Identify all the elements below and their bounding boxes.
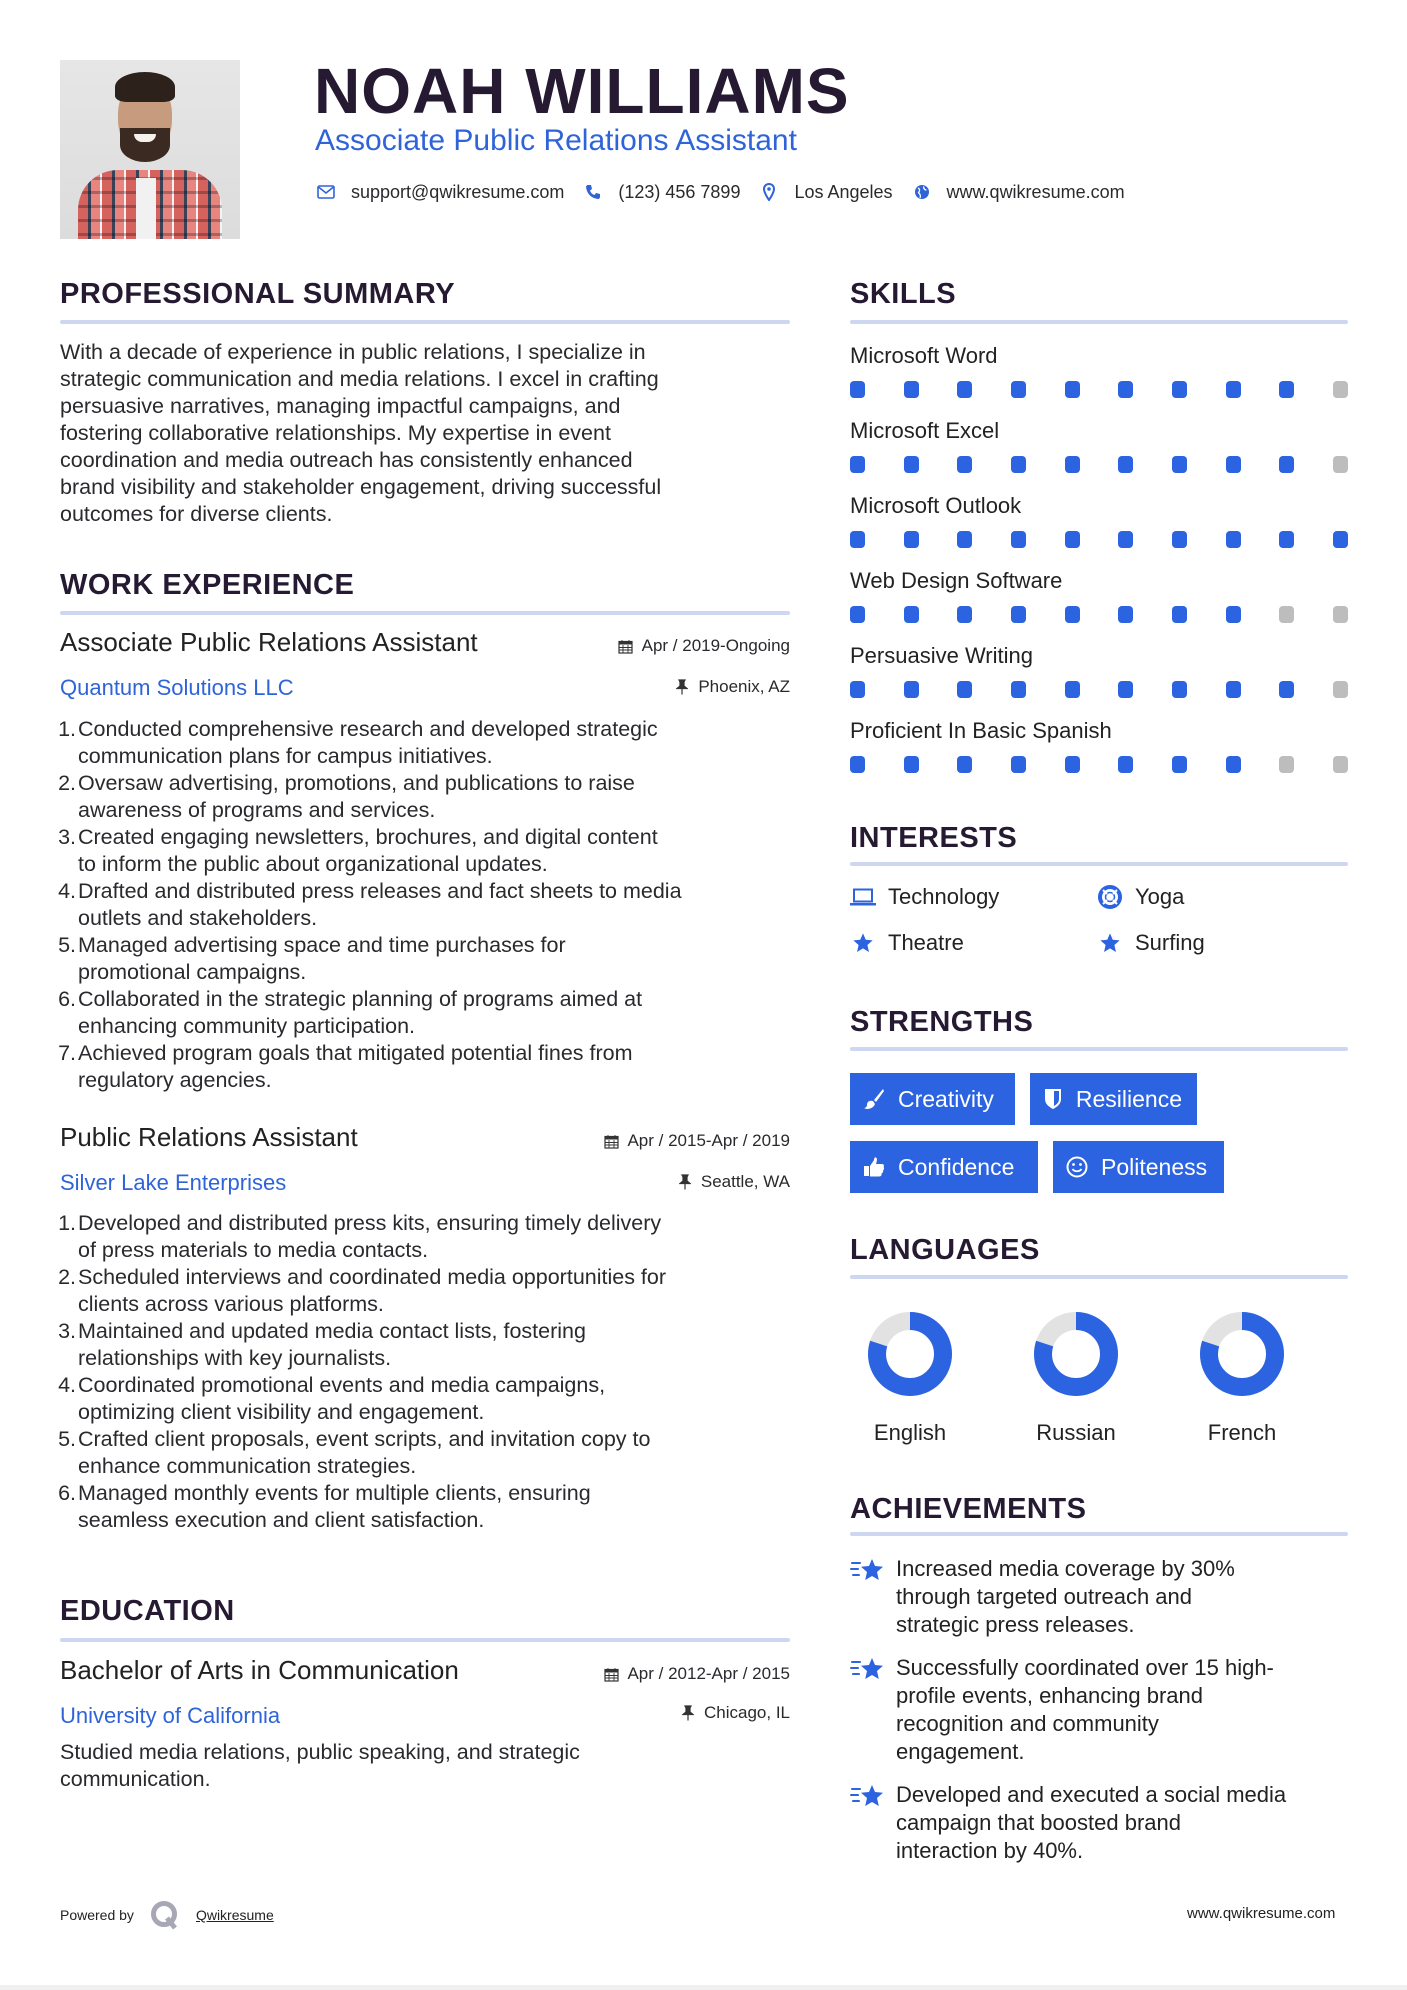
job-bullets — [60, 1210, 790, 1534]
calendar-icon — [603, 1666, 619, 1682]
job-dates: Apr / 2019-Ongoing — [500, 636, 790, 656]
company-name: Quantum Solutions LLC — [60, 675, 294, 700]
contact-website[interactable]: www.qwikresume.com — [946, 181, 1125, 202]
qwikresume-logo-icon — [150, 1900, 180, 1930]
calendar-icon — [618, 638, 634, 654]
section-divider — [60, 1638, 790, 1642]
section-heading-interests: INTERESTS — [850, 822, 1018, 854]
shield-icon — [1042, 1087, 1064, 1111]
section-heading-education: EDUCATION — [60, 1595, 235, 1627]
section-divider — [850, 320, 1348, 324]
globe-icon — [911, 181, 933, 203]
job-title: Public Relations Assistant — [60, 1122, 358, 1152]
candidate-name: NOAH WILLIAMS — [314, 55, 850, 127]
contact-location: Los Angeles — [794, 181, 893, 202]
life-ring-icon — [1097, 884, 1123, 910]
school-name: University of California — [60, 1703, 281, 1728]
strength-badge-politeness: Politeness — [1053, 1141, 1224, 1193]
map-pin-icon — [758, 181, 780, 203]
section-divider — [60, 320, 790, 324]
education-dates: Apr / 2012-Apr / 2015 — [500, 1664, 790, 1684]
skill-rating — [850, 456, 1348, 474]
section-divider — [850, 1275, 1348, 1279]
skill-name: Microsoft Word — [850, 343, 998, 368]
language-donut-chart — [1199, 1311, 1285, 1397]
skill-item — [850, 642, 1348, 717]
pushpin-icon — [674, 679, 690, 695]
achievement-item: Developed and executed a social media campaign that boosted brand interaction by 40%. — [850, 1781, 1348, 1865]
section-heading-skills: SKILLS — [850, 278, 957, 310]
section-heading-experience: WORK EXPERIENCE — [60, 569, 355, 601]
footer-url[interactable]: www.qwikresume.com — [1187, 1905, 1336, 1922]
laptop-icon — [850, 884, 876, 910]
skill-item — [850, 717, 1348, 792]
list-item: 6. Managed monthly events for multiple clients, ensuring seamless execution and client satisfaction. — [58, 1481, 591, 1532]
section-heading-summary: PROFESSIONAL SUMMARY — [60, 278, 456, 310]
contact-row — [315, 178, 1143, 206]
list-item: 1. Developed and distributed press kits, ensuring timely delivery of press materials to media contacts. — [58, 1211, 662, 1262]
thumbs-up-icon — [862, 1155, 886, 1179]
company-name: Silver Lake Enterprises — [60, 1170, 287, 1195]
star-icon — [850, 930, 876, 956]
skill-item — [850, 342, 1348, 417]
skill-name: Persuasive Writing — [850, 643, 1033, 668]
star-achievement-icon — [850, 1656, 886, 1684]
page-bottom-edge — [0, 1985, 1407, 1990]
pushpin-icon — [680, 1705, 696, 1721]
skill-name: Microsoft Excel — [850, 418, 1000, 443]
list-item: 4. Drafted and distributed press releases and fact sheets to media outlets and stakeholders. — [58, 879, 682, 930]
job-dates: Apr / 2015-Apr / 2019 — [500, 1131, 790, 1151]
skill-name: Web Design Software — [850, 568, 1063, 593]
skill-rating — [850, 681, 1348, 699]
calendar-icon — [603, 1133, 619, 1149]
skill-rating — [850, 381, 1348, 399]
degree-title: Bachelor of Arts in Communication — [60, 1655, 459, 1685]
list-item: 4. Coordinated promotional events and media campaigns, optimizing client visibility and engagement. — [58, 1373, 606, 1424]
interest-item: Surfing — [1097, 928, 1205, 958]
strength-badge-creativity: Creativity — [850, 1073, 1015, 1125]
skill-item — [850, 567, 1348, 642]
star-icon — [1097, 930, 1123, 956]
list-item: 2. Oversaw advertising, promotions, and publications to raise awareness of programs and services. — [58, 771, 635, 822]
paintbrush-icon — [862, 1087, 886, 1111]
footer-powered-by — [60, 1900, 274, 1930]
skill-item — [850, 492, 1348, 567]
skill-rating — [850, 606, 1348, 624]
pushpin-icon — [677, 1174, 693, 1190]
star-achievement-icon — [850, 1557, 886, 1585]
strength-badge-resilience: Resilience — [1030, 1073, 1197, 1125]
education-description: Studied media relations, public speaking, and strategic communication. — [60, 1740, 580, 1791]
interest-item: Technology — [850, 882, 999, 912]
skill-name: Microsoft Outlook — [850, 493, 1022, 518]
section-divider — [850, 1532, 1348, 1536]
section-divider — [850, 1047, 1348, 1051]
section-divider — [850, 862, 1348, 866]
skill-name: Proficient In Basic Spanish — [850, 718, 1112, 743]
list-item: 1. Conducted comprehensive research and developed strategic communication plans for campus initiatives. — [58, 717, 658, 768]
skill-item — [850, 417, 1348, 492]
smile-icon — [1065, 1155, 1089, 1179]
job-location: Seattle, WA — [500, 1172, 790, 1192]
phone-icon — [582, 181, 604, 203]
contact-email[interactable]: support@qwikresume.com — [351, 181, 565, 202]
list-item: 2. Scheduled interviews and coordinated media opportunities for clients across various platforms. — [58, 1265, 667, 1316]
list-item: 7. Achieved program goals that mitigated potential fines from regulatory agencies. — [58, 1041, 633, 1092]
language-item: Russian — [1016, 1311, 1136, 1447]
star-achievement-icon — [850, 1783, 886, 1811]
achievement-item: Successfully coordinated over 15 high- profile events, enhancing brand recognition and community engagement. — [850, 1654, 1348, 1766]
list-item: 5. Crafted client proposals, event scripts, and invitation copy to enhance communication strategies. — [58, 1427, 651, 1478]
job-bullets — [60, 716, 790, 1094]
job-location: Phoenix, AZ — [500, 677, 790, 697]
interest-item: Theatre — [850, 928, 964, 958]
list-item: 3. Created engaging newsletters, brochures, and digital content to inform the public about organizational updates. — [58, 825, 658, 876]
qwikresume-link[interactable]: Qwikresume — [195, 1907, 274, 1923]
candidate-title: Associate Public Relations Assistant — [315, 124, 797, 157]
contact-phone[interactable]: (123) 456 7899 — [618, 181, 741, 202]
section-heading-achievements: ACHIEVEMENTS — [850, 1493, 1087, 1525]
language-item: French — [1182, 1311, 1302, 1447]
achievement-item: Increased media coverage by 30% through targeted outreach and strategic press releases. — [850, 1555, 1348, 1639]
list-item: 3. Maintained and updated media contact lists, fostering relationships with key journalists. — [58, 1319, 586, 1370]
skills-list — [850, 342, 1348, 792]
language-item: English — [850, 1311, 970, 1447]
section-heading-languages: LANGUAGES — [850, 1234, 1040, 1266]
job-title: Associate Public Relations Assistant — [60, 627, 478, 657]
section-heading-strengths: STRENGTHS — [850, 1006, 1034, 1038]
profile-photo — [60, 60, 240, 239]
education-location: Chicago, IL — [500, 1703, 790, 1723]
language-donut-chart — [867, 1311, 953, 1397]
language-donut-chart — [1033, 1311, 1119, 1397]
interest-item: Yoga — [1097, 882, 1184, 912]
envelope-icon — [315, 181, 337, 203]
skill-rating — [850, 756, 1348, 774]
powered-by-label: Powered by — [60, 1907, 134, 1923]
list-item: 5. Managed advertising space and time purchases for promotional campaigns. — [58, 933, 566, 984]
section-divider — [60, 611, 790, 615]
skill-rating — [850, 531, 1348, 549]
summary-text: With a decade of experience in public relations, I specialize in strategic communication and media relations. I excel in crafting persuasive narratives, managing impactful campaigns, and fostering collaborative relationships. My expertise in event coordination and media outreach has consistently enhanced brand visibility and stakeholder engagement, driving successful outcomes for diverse clients. — [60, 340, 662, 526]
strength-badge-confidence: Confidence — [850, 1141, 1038, 1193]
list-item: 6. Collaborated in the strategic planning of programs aimed at enhancing community participation. — [58, 987, 643, 1038]
